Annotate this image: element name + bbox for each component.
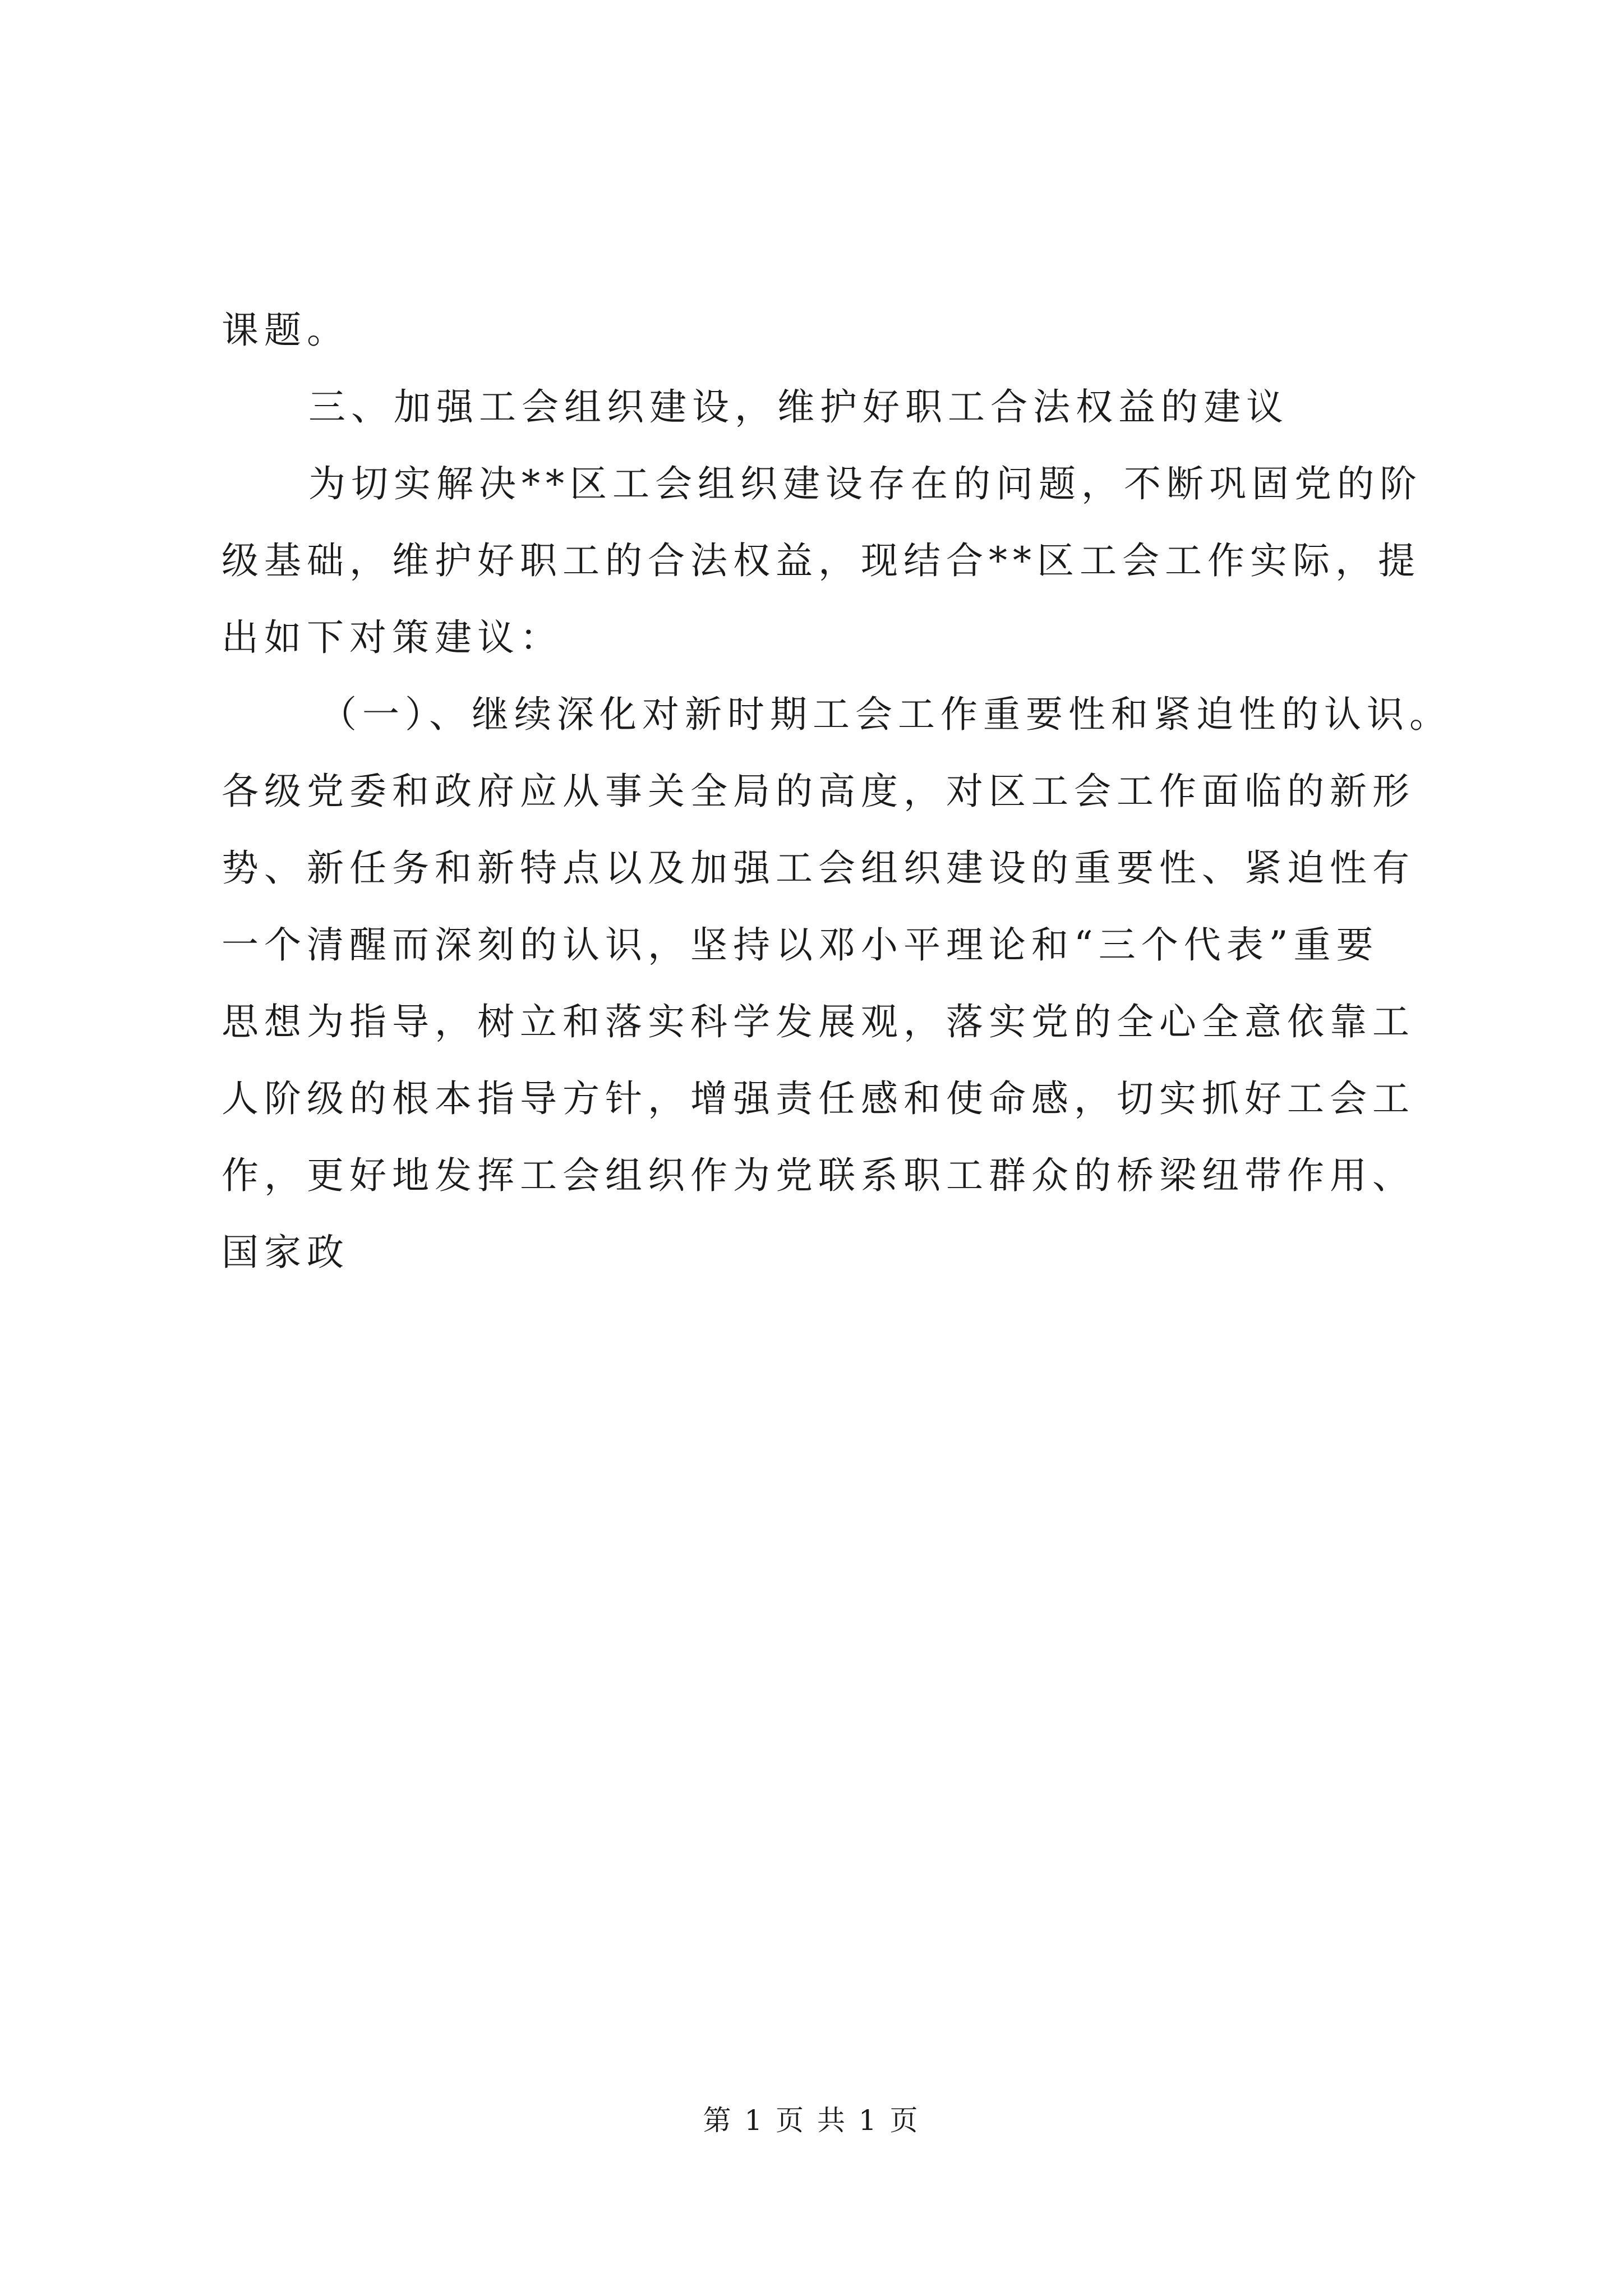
- text-line: 出如下对策建议：: [222, 616, 562, 659]
- text-line: 为切实解决**区工会组织建设存在的问题，不断巩固党的阶: [308, 462, 1422, 505]
- text-line: 一个清醒而深刻的认识，坚持以邓小平理论和“三个代表”重要: [222, 923, 1379, 967]
- section-heading: 三、加强工会组织建设，维护好职工合法权益的建议: [308, 385, 1289, 429]
- text-line: 势、新任务和新特点以及加强工会组织建设的重要性、紧迫性有: [222, 846, 1415, 890]
- text-line: 思想为指导，树立和落实科学发展观，落实党的全心全意依靠工: [222, 1000, 1415, 1043]
- text-line: 人阶级的根本指导方针，增强责任感和使命感，切实抓好工会工: [222, 1077, 1415, 1120]
- subsection-heading: （一）、继续深化对新时期工会工作重要性和紧迫性的认识。: [320, 693, 1452, 736]
- text-line: 级基础，维护好职工的合法权益，现结合**区工会工作实际，提: [222, 539, 1421, 582]
- text-line: 国家政: [222, 1231, 349, 1274]
- text-line: 作，更好地发挥工会组织作为党联系职工群众的桥梁纽带作用、: [222, 1154, 1415, 1197]
- text-line: 课题。: [222, 309, 349, 352]
- page-number-footer: 第 1 页 共 1 页: [703, 2104, 920, 2137]
- text-line: 各级党委和政府应从事关全局的高度，对区工会工作面临的新形: [222, 770, 1415, 813]
- document-body: [222, 292, 1452, 1291]
